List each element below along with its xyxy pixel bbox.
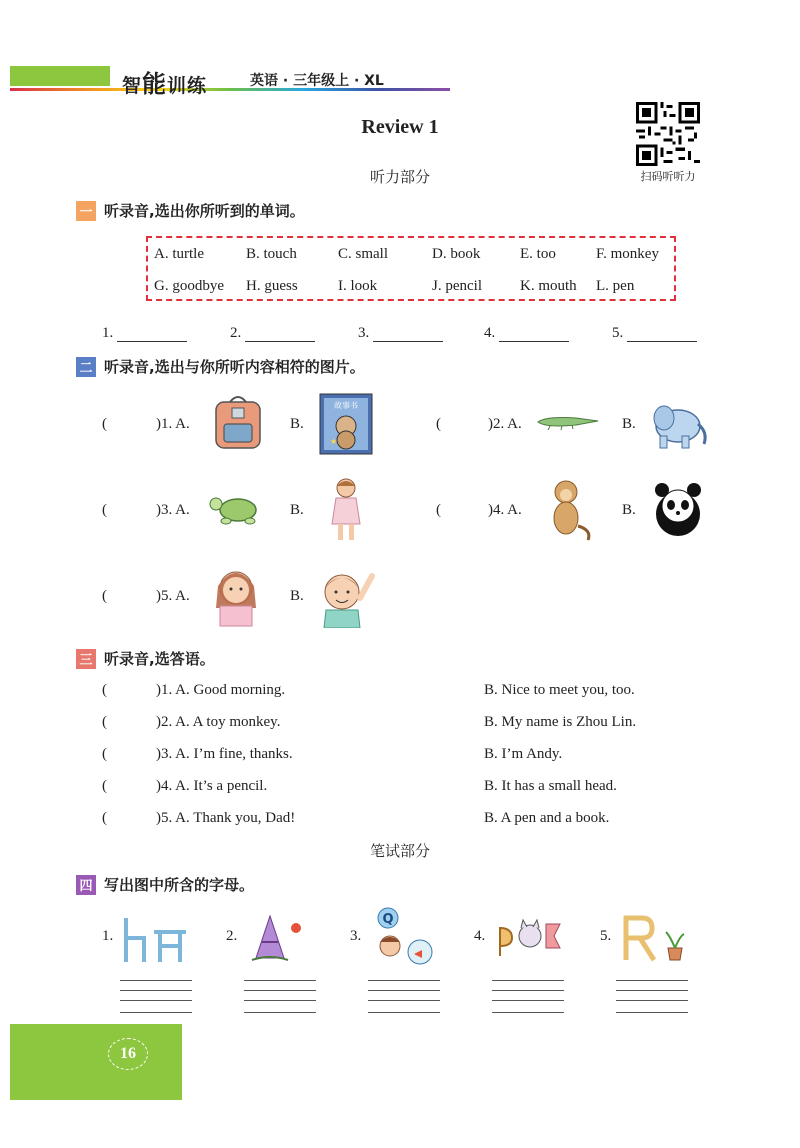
girl-fishbowl-letter-q-icon — [370, 906, 440, 968]
word-option: B. touch — [246, 246, 297, 262]
answer-paren[interactable]: ( — [436, 502, 441, 518]
word-option: K. mouth — [520, 278, 577, 294]
choice-b: B. Nice to meet you, too. — [484, 682, 635, 698]
word-option: L. pen — [596, 278, 635, 294]
word-option: F. monkey — [596, 246, 659, 262]
writing-lines[interactable] — [120, 980, 192, 1020]
qr-code-icon[interactable] — [636, 102, 700, 166]
answer-paren[interactable]: ( — [102, 588, 107, 604]
choice-a: )2. A. A toy monkey. — [156, 714, 281, 730]
chair-table-letters-icon — [120, 916, 190, 964]
item-number: 2. — [226, 928, 238, 944]
letter-r-plant-icon — [620, 914, 690, 964]
section2-instruction: 听录音,选出与你所听内容相符的图片。 — [104, 358, 365, 376]
choice-a: )5. A. Thank you, Dad! — [156, 810, 296, 826]
item-number: 5. — [600, 928, 612, 944]
option-b-label: B. — [622, 502, 636, 518]
page-title: Review 1 — [361, 116, 439, 138]
choice-b: B. My name is Zhou Lin. — [484, 714, 637, 730]
schoolbag-icon — [208, 394, 268, 454]
option-b-label: B. — [290, 502, 304, 518]
section3-heading — [76, 648, 215, 669]
word-option: C. small — [338, 246, 389, 262]
answer-blank[interactable]: 1. — [102, 322, 187, 342]
subject-label: 英语 · 三年级上 · XL — [250, 73, 384, 89]
choice-a: )3. A. I’m fine, thanks. — [156, 746, 293, 762]
word-option: E. too — [520, 246, 556, 262]
option-b-label: B. — [622, 416, 636, 432]
word-option: J. pencil — [432, 278, 482, 294]
choice-b: B. I’m Andy. — [484, 746, 563, 762]
section4-heading — [76, 874, 254, 895]
page-number: 16 — [108, 1038, 148, 1070]
brand-title: 智能训练 — [122, 70, 208, 98]
word-option: I. look — [338, 278, 378, 294]
answer-paren[interactable]: ( — [102, 778, 107, 794]
answer-paren[interactable]: ( — [102, 714, 107, 730]
monkey-icon — [540, 478, 596, 542]
answer-paren[interactable]: ( — [102, 682, 107, 698]
writing-lines[interactable] — [616, 980, 688, 1020]
answer-blank[interactable]: 4. — [484, 322, 569, 342]
item-number: 1. — [102, 928, 114, 944]
cat-letters-icon — [494, 916, 566, 962]
turtle-icon — [208, 490, 266, 526]
option-b-label: B. — [290, 416, 304, 432]
item-number: )5. A. — [156, 588, 190, 604]
panda-icon — [648, 480, 708, 540]
boy-waving-icon — [312, 562, 380, 628]
answer-paren[interactable]: ( — [102, 502, 107, 518]
letter-q: Q — [382, 912, 394, 927]
option-b-label: B. — [290, 588, 304, 604]
answer-paren[interactable]: ( — [102, 416, 107, 432]
answer-paren[interactable]: ( — [102, 746, 107, 762]
section2-heading — [76, 356, 365, 377]
section1-badge: 一 — [76, 201, 96, 221]
crocodile-icon — [536, 412, 600, 432]
item-number: )3. A. — [156, 502, 190, 518]
writing-lines[interactable] — [244, 980, 316, 1020]
answer-blank[interactable]: 5. — [612, 322, 697, 342]
word-box — [146, 236, 676, 301]
header-green-bar — [10, 66, 110, 86]
header-rainbow-line — [10, 88, 450, 91]
item-number: 3. — [350, 928, 362, 944]
section2-badge: 二 — [76, 357, 96, 377]
section3-badge: 三 — [76, 649, 96, 669]
section3-instruction: 听录音,选答语。 — [104, 650, 215, 668]
listening-part-heading: 听力部分 — [369, 168, 430, 186]
answer-paren[interactable]: ( — [436, 416, 441, 432]
word-option: D. book — [432, 246, 481, 262]
section1-instruction: 听录音,选出你所听到的单词。 — [104, 202, 305, 220]
word-option: A. turtle — [154, 246, 204, 262]
choice-a: )1. A. Good morning. — [156, 682, 286, 698]
answer-blank[interactable]: 3. — [358, 322, 443, 342]
choice-b: B. It has a small head. — [484, 778, 617, 794]
item-number: )4. A. — [488, 502, 522, 518]
book-title: 故事书 — [334, 401, 358, 410]
footer-green-block — [10, 1024, 182, 1100]
elephant-icon — [646, 400, 710, 450]
sailboat-letter-a-icon — [248, 912, 308, 964]
item-number: )2. A. — [488, 416, 522, 432]
section4-badge: 四 — [76, 875, 96, 895]
qr-caption: 扫码听听力 — [640, 170, 696, 183]
writing-lines[interactable] — [368, 980, 440, 1020]
writing-part-heading: 笔试部分 — [369, 842, 430, 860]
item-number: 4. — [474, 928, 486, 944]
choice-b: B. A pen and a book. — [484, 810, 610, 826]
girl-icon — [328, 476, 364, 544]
word-option: G. goodbye — [154, 278, 224, 294]
section1-heading — [76, 200, 305, 221]
girl-waving-icon — [204, 562, 268, 628]
word-option: H. guess — [246, 278, 298, 294]
svg-text:★: ★ — [330, 437, 338, 446]
choice-a: )4. A. It’s a pencil. — [156, 778, 268, 794]
answer-paren[interactable]: ( — [102, 810, 107, 826]
section4-instruction: 写出图中所含的字母。 — [104, 876, 255, 894]
writing-lines[interactable] — [492, 980, 564, 1020]
storybook-icon — [316, 392, 376, 456]
answer-blank[interactable]: 2. — [230, 322, 315, 342]
item-number: )1. A. — [156, 416, 190, 432]
